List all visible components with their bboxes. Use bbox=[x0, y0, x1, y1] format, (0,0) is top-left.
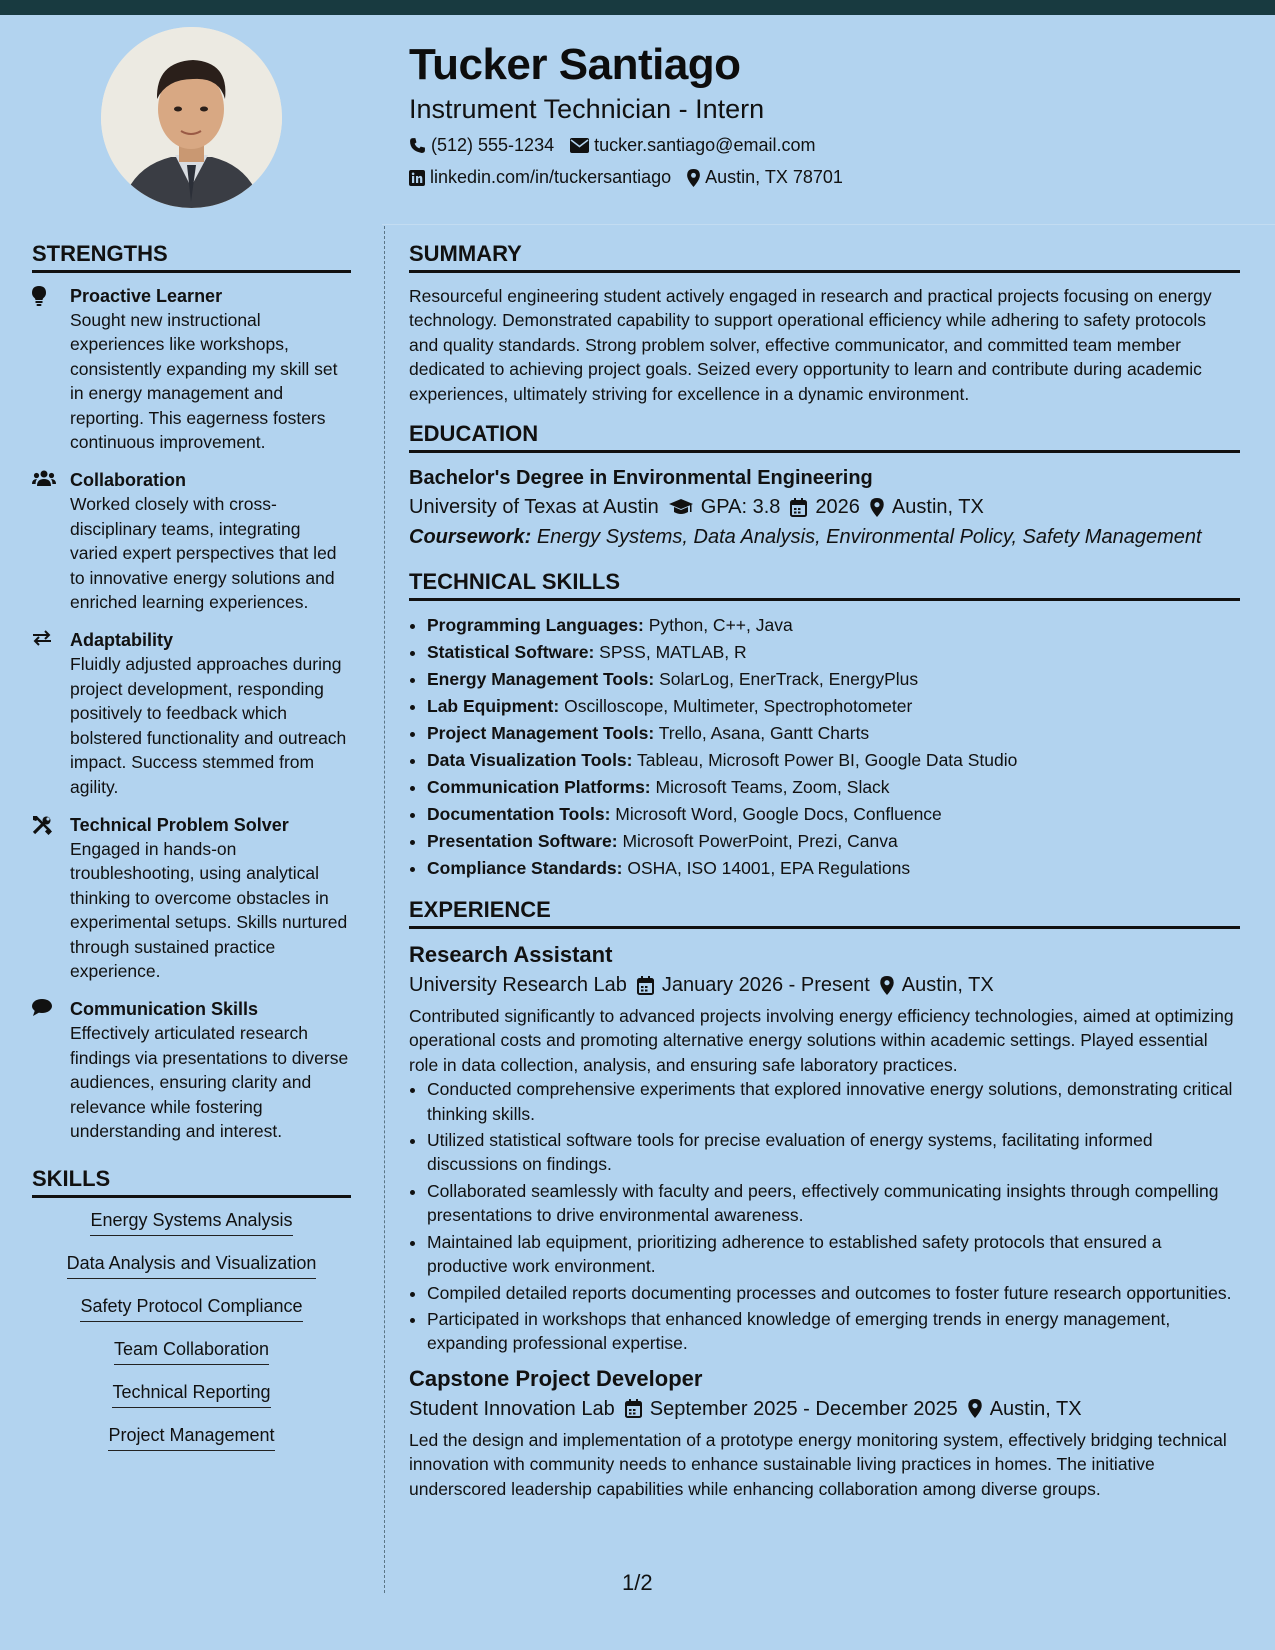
skill-item: Team Collaboration bbox=[114, 1338, 269, 1365]
users-icon bbox=[32, 470, 56, 487]
list-item bbox=[427, 774, 1240, 801]
list-item bbox=[427, 747, 1240, 774]
tech-skill-value: Microsoft PowerPoint, Prezi, Canva bbox=[622, 831, 898, 852]
coursework bbox=[409, 522, 1240, 552]
contact-row-2 bbox=[409, 167, 843, 188]
list-item: • Maintained lab equipment, prioritizing adherence to established safety protocols that ensured a productive work environment. bbox=[427, 1230, 1240, 1279]
tech-skill-value: Microsoft Word, Google Docs, Confluence bbox=[615, 804, 942, 825]
strength-item bbox=[32, 997, 351, 1143]
contact-linkedin[interactable] bbox=[409, 167, 671, 188]
list-item bbox=[427, 693, 1240, 720]
gpa-text: GPA: 3.8 bbox=[700, 496, 781, 519]
job-description: Contributed significantly to advanced projects involving energy efficiency technologies, aimed at optimizing operational costs and promoting alternative energy solutions within academic settings. Played essential role in data collection, analysis, and ensuring safe laboratory practices. bbox=[409, 1006, 1234, 1075]
tech-skill-label: Documentation Tools: bbox=[427, 804, 611, 825]
skill-item: Energy Systems Analysis bbox=[90, 1209, 292, 1236]
tech-skill-value: OSHA, ISO 14001, EPA Regulations bbox=[627, 858, 911, 879]
degree-title: Bachelor's Degree in Environmental Engineering bbox=[409, 467, 873, 490]
list-item: • Collaborated seamlessly with faculty and peers, effectively communicating insights through compelling presentations to drive environmental awareness. bbox=[427, 1179, 1240, 1228]
strength-title: Technical Problem Solver bbox=[70, 814, 289, 835]
strength-item bbox=[32, 284, 351, 454]
list-item bbox=[427, 639, 1240, 666]
location-text: Austin, TX 78701 bbox=[705, 167, 843, 187]
skill-item: Technical Reporting bbox=[112, 1381, 270, 1408]
linkedin-text: linkedin.com/in/tuckersantiago bbox=[430, 167, 672, 187]
strength-desc: Effectively articulated research findings via presentations to diverse audiences, ensuring clarity and relevance while fostering understanding and interest. bbox=[70, 1023, 349, 1141]
email-text: tucker.santiago@email.com bbox=[594, 135, 816, 155]
strength-desc: Engaged in hands-on troubleshooting, using analytical thinking to overcome obstacles in experimental setups. Skills nurtured through sustained practice experience. bbox=[70, 838, 348, 981]
calendar-icon bbox=[637, 976, 654, 995]
graduation-cap-icon bbox=[669, 499, 693, 516]
strength-desc: Fluidly adjusted approaches during project development, responding positively to feedback which bolstered functionality and outreach impact. Success stemmed from agility. bbox=[70, 654, 347, 797]
linkedin-icon bbox=[409, 170, 425, 186]
tech-skill-value: Trello, Asana, Gantt Charts bbox=[658, 723, 870, 744]
list-item bbox=[427, 801, 1240, 828]
tech-skill-label: Compliance Standards: bbox=[427, 858, 623, 879]
experience-heading: EXPERIENCE bbox=[409, 896, 1240, 929]
list-item: • Participated in workshops that enhanced knowledge of emerging trends in energy management, expanding professional expertise. bbox=[427, 1307, 1240, 1356]
list-item: • Compiled detailed reports documenting processes and outcomes to foster future research opportunities. bbox=[427, 1281, 1240, 1305]
strength-item bbox=[32, 468, 351, 614]
job-meta bbox=[409, 1394, 1240, 1424]
skill-item: Safety Protocol Compliance bbox=[80, 1295, 302, 1322]
coursework-label: Coursework: bbox=[409, 526, 532, 549]
tech-skill-label: Data Visualization Tools: bbox=[427, 750, 633, 771]
column-divider bbox=[384, 226, 385, 1593]
contact-email[interactable] bbox=[570, 135, 815, 156]
tech-skill-label: Project Management Tools: bbox=[427, 723, 655, 744]
strengths-heading: STRENGTHS bbox=[32, 240, 351, 273]
contact-phone[interactable] bbox=[409, 135, 554, 156]
tech-skill-label: Statistical Software: bbox=[427, 642, 595, 663]
job-description: Led the design and implementation of a prototype energy monitoring system, effectively bridging technical innovation with community needs to enhance sustainable living practices in homes. The initiative underscored leadership capabilities while enhancing collaboration among diverse groups. bbox=[409, 1429, 1227, 1499]
strength-title: Adaptability bbox=[70, 630, 174, 651]
page-number: 1/2 bbox=[622, 1570, 653, 1595]
right-column bbox=[409, 240, 1240, 1501]
tech-skill-label: Lab Equipment: bbox=[427, 696, 560, 717]
job-dates: September 2025 - December 2025 bbox=[649, 1397, 958, 1420]
list-item: • Utilized statistical software tools for precise evaluation of energy systems, facilitating informed discussions on findings. bbox=[427, 1128, 1240, 1177]
strength-title: Communication Skills bbox=[70, 999, 259, 1020]
top-bar bbox=[0, 0, 1275, 15]
school-name: University of Texas at Austin bbox=[409, 496, 659, 519]
tech-skill-value: SPSS, MATLAB, R bbox=[599, 642, 747, 663]
calendar-icon bbox=[790, 498, 807, 517]
job-role: Capstone Project Developer bbox=[409, 1365, 703, 1391]
candidate-name: Tucker Santiago bbox=[409, 40, 741, 89]
strength-title: Collaboration bbox=[70, 470, 186, 491]
skill-item: Project Management bbox=[108, 1424, 274, 1451]
list-item bbox=[427, 612, 1240, 639]
tech-skill-value: Tableau, Microsoft Power BI, Google Data Studio bbox=[637, 750, 1018, 771]
strength-title: Proactive Learner bbox=[70, 286, 223, 306]
strength-item bbox=[32, 813, 351, 983]
list-item: • Conducted comprehensive experiments that explored innovative energy solutions, demonstrating critical thinking skills. bbox=[427, 1077, 1240, 1126]
left-column bbox=[32, 240, 351, 1467]
tech-skill-label: Communication Platforms: bbox=[427, 777, 651, 798]
strength-item bbox=[32, 628, 351, 798]
education-heading: EDUCATION bbox=[409, 420, 1240, 453]
technical-skills-list bbox=[409, 612, 1240, 882]
job-location: Austin, TX bbox=[901, 974, 994, 997]
tech-skill-value: Python, C++, Java bbox=[648, 615, 793, 636]
grad-year: 2026 bbox=[815, 496, 860, 519]
tech-skill-value: Microsoft Teams, Zoom, Slack bbox=[655, 777, 890, 798]
job-bullets bbox=[409, 1077, 1240, 1355]
summary-heading: SUMMARY bbox=[409, 240, 1240, 273]
tech-skill-label: Energy Management Tools: bbox=[427, 669, 655, 690]
header-divider bbox=[382, 224, 1275, 225]
list-item bbox=[427, 828, 1240, 855]
strength-desc: Sought new instructional experiences like workshops, consistently expanding my skill set in energy management and reporting. This eagerness fosters continuous improvement. bbox=[70, 310, 338, 453]
phone-text: (512) 555-1234 bbox=[431, 135, 555, 155]
tech-skill-value: SolarLog, EnerTrack, EnergyPlus bbox=[659, 669, 919, 690]
lightbulb-icon bbox=[32, 286, 46, 306]
list-item bbox=[427, 720, 1240, 747]
job-role: Research Assistant bbox=[409, 942, 613, 968]
job-org: Student Innovation Lab bbox=[409, 1397, 615, 1420]
education-meta bbox=[409, 492, 1240, 522]
comment-icon bbox=[32, 999, 52, 1016]
job-meta bbox=[409, 970, 1240, 1000]
skill-item: Data Analysis and Visualization bbox=[67, 1252, 317, 1279]
contact-location bbox=[687, 167, 843, 188]
education-location: Austin, TX bbox=[891, 496, 984, 519]
tech-skill-value: Oscilloscope, Multimeter, Spectrophotometer bbox=[564, 696, 913, 717]
tech-skill-label: Presentation Software: bbox=[427, 831, 618, 852]
map-marker-icon bbox=[870, 498, 884, 517]
list-item bbox=[427, 666, 1240, 693]
job-location: Austin, TX bbox=[989, 1397, 1082, 1420]
summary-text: Resourceful engineering student actively engaged in research and practical projects focusing on energy technology. Demonstrated capability to support operational efficiency while adhering to safety protocols and quality standards. Strong problem solver, effective communicator, and committed team member dedicated to achieving project goals. Seized every opportunity to learn and contribute during academic experiences, ultimately striving for excellence in a dynamic environment. bbox=[409, 286, 1212, 404]
coursework-list: Energy Systems, Data Analysis, Environmental Policy, Safety Management bbox=[536, 526, 1202, 549]
map-marker-icon bbox=[687, 169, 700, 187]
job-title: Instrument Technician - Intern bbox=[409, 94, 765, 124]
strength-desc: Worked closely with cross-disciplinary teams, integrating varied expert perspectives that led to innovative energy solutions and enriched learning experiences. bbox=[70, 494, 337, 613]
envelope-icon bbox=[570, 138, 589, 153]
map-marker-icon bbox=[880, 976, 894, 995]
calendar-icon bbox=[625, 1399, 642, 1418]
phone-icon bbox=[409, 137, 426, 154]
contact-row-1 bbox=[409, 135, 815, 156]
job-dates: January 2026 - Present bbox=[661, 974, 870, 997]
tools-icon bbox=[32, 815, 52, 835]
job-org: University Research Lab bbox=[409, 974, 627, 997]
skills-heading: SKILLS bbox=[32, 1165, 351, 1198]
map-marker-icon bbox=[968, 1399, 982, 1418]
profile-photo bbox=[101, 27, 282, 208]
tech-skill-label: Programming Languages: bbox=[427, 615, 644, 636]
skills-list bbox=[32, 1209, 351, 1467]
list-item bbox=[427, 855, 1240, 882]
exchange-icon bbox=[32, 630, 52, 646]
technical-skills-heading: TECHNICAL SKILLS bbox=[409, 568, 1240, 601]
